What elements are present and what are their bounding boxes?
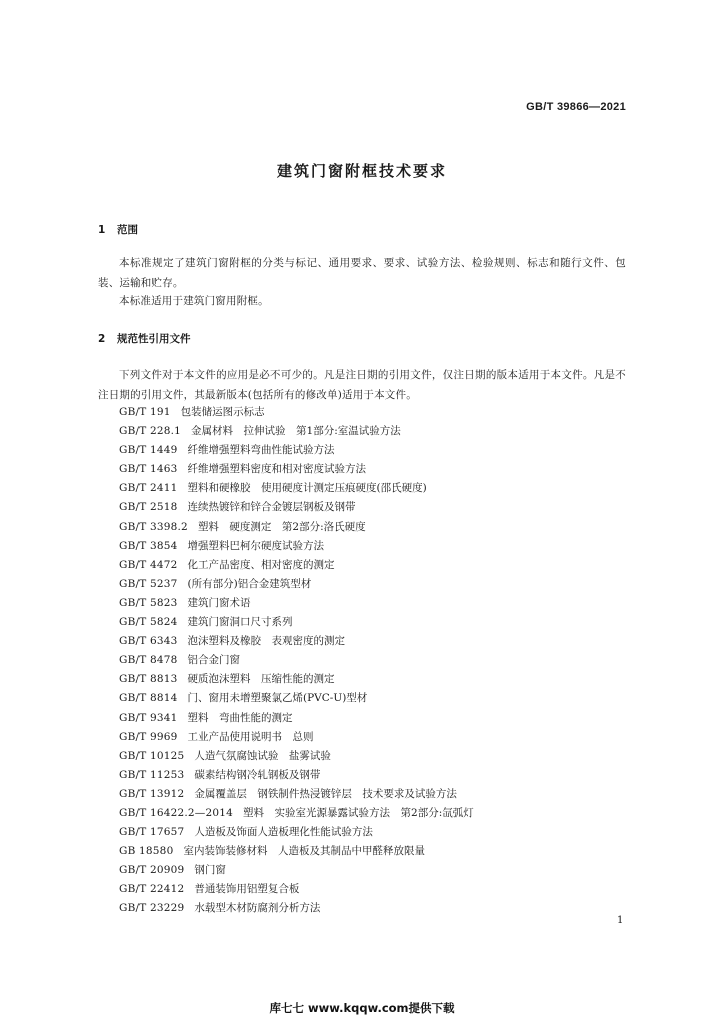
reference-item	[119, 537, 474, 556]
reference-code: GB/T 2518	[119, 501, 178, 514]
reference-title: 泡沫塑料及橡胶 表观密度的测定	[187, 635, 346, 648]
reference-item	[119, 518, 474, 537]
reference-code: GB/T 10125	[119, 749, 185, 762]
reference-title: 硬质泡沫塑料 压缩性能的测定	[187, 673, 335, 686]
section-1-paragraph-1: 本标准规定了建筑门窗附框的分类与标记、通用要求、要求、试验方法、检验规则、标志和随行文件、包装、运输和贮存。	[98, 257, 626, 289]
reference-title: 铝合金门窗	[187, 654, 241, 667]
section-number: 2	[98, 333, 106, 345]
reference-item	[119, 632, 474, 651]
reference-code: GB/T 16422.2—2014	[119, 806, 234, 819]
reference-item	[119, 785, 474, 804]
reference-title: 包装储运图示标志	[180, 406, 265, 418]
reference-item	[119, 575, 474, 594]
reference-code: GB/T 5824	[119, 616, 178, 629]
reference-code: GB/T 3398.2	[119, 520, 188, 533]
reference-item	[119, 460, 474, 479]
reference-code: GB/T 22412	[119, 883, 185, 896]
reference-title: 钢门窗	[194, 864, 226, 877]
reference-item	[119, 479, 474, 498]
reference-title: 塑料和硬橡胶 使用硬度计测定压痕硬度(邵氏硬度)	[187, 482, 427, 495]
reference-title: 工业产品使用说明书 总则	[187, 730, 314, 743]
reference-item	[119, 861, 474, 880]
reference-code: GB/T 1449	[119, 444, 178, 457]
reference-item	[119, 766, 474, 785]
reference-item	[119, 613, 474, 632]
reference-item	[119, 804, 474, 823]
reference-code: GB/T 5823	[119, 596, 178, 609]
download-watermark: 库七七 www.kqqw.com提供下载	[269, 1001, 455, 1015]
reference-title: 门、窗用未增塑聚氯乙烯(PVC-U)型材	[187, 692, 368, 705]
reference-item	[119, 842, 474, 861]
reference-title: 水载型木材防腐剂分析方法	[194, 902, 321, 915]
reference-code: GB/T 8813	[119, 673, 178, 686]
reference-code: GB/T 2411	[119, 482, 178, 495]
standard-code: GB/T 39866—2021	[526, 101, 626, 113]
section-number: 1	[98, 224, 106, 236]
reference-item	[119, 651, 474, 670]
reference-code: GB/T 6343	[119, 635, 178, 648]
reference-item	[119, 594, 474, 613]
reference-item	[119, 823, 474, 842]
reference-code: GB/T 4472	[119, 558, 178, 571]
section-2-heading	[98, 331, 191, 346]
reference-item	[119, 899, 474, 918]
reference-code: GB/T 11253	[119, 768, 185, 781]
reference-title: 塑料 弯曲性能的测定	[187, 711, 293, 724]
reference-title: 塑料 实验室光源暴露试验方法 第2部分:氙弧灯	[243, 806, 474, 819]
reference-item	[119, 422, 474, 441]
section-1-paragraph-2: 本标准适用于建筑门窗用附框。	[119, 295, 269, 307]
reference-item	[119, 403, 474, 422]
reference-title: 连续热镀锌和锌合金镀层钢板及钢带	[187, 501, 356, 514]
reference-title: 建筑门窗术语	[187, 596, 251, 609]
reference-code: GB 18580	[119, 845, 174, 858]
reference-code: GB/T 17657	[119, 826, 185, 839]
reference-item	[119, 498, 474, 517]
reference-code: GB/T 3854	[119, 539, 178, 552]
reference-item	[119, 880, 474, 899]
reference-title: 化工产品密度、相对密度的测定	[187, 558, 335, 571]
reference-title: (所有部分)铝合金建筑型材	[187, 577, 312, 590]
reference-code: GB/T 9341	[119, 711, 178, 724]
reference-title: 普通装饰用铝塑复合板	[194, 883, 300, 896]
section-title: 规范性引用文件	[117, 333, 191, 345]
reference-title: 纤维增强塑料密度和相对密度试验方法	[187, 463, 367, 476]
reference-title: 金属材料 拉伸试验 第1部分:室温试验方法	[191, 425, 401, 438]
reference-item	[119, 556, 474, 575]
reference-title: 纤维增强塑料弯曲性能试验方法	[187, 444, 335, 457]
reference-title: 室内装饰装修材料 人造板及其制品中甲醛释放限量	[183, 845, 425, 858]
reference-item	[119, 709, 474, 728]
reference-title: 金属覆盖层 钢铁制件热浸镀锌层 技术要求及试验方法	[194, 787, 457, 800]
reference-title: 人造板及饰面人造板理化性能试验方法	[194, 826, 373, 839]
reference-item	[119, 670, 474, 689]
reference-item	[119, 728, 474, 747]
reference-code: GB/T 8478	[119, 654, 178, 667]
reference-code: GB/T 8814	[119, 692, 178, 705]
reference-code: GB/T 9969	[119, 730, 178, 743]
reference-title: 碳素结构钢冷轧钢板及钢带	[194, 768, 321, 781]
reference-title: 塑料 硬度测定 第2部分:洛氏硬度	[197, 520, 366, 533]
reference-item	[119, 441, 474, 460]
reference-code: GB/T 20909	[119, 864, 185, 877]
reference-code: GB/T 228.1	[119, 425, 182, 438]
reference-item	[119, 747, 474, 766]
reference-code: GB/T 23229	[119, 902, 185, 915]
page-number: 1	[617, 915, 624, 926]
reference-code: GB/T 13912	[119, 787, 185, 800]
section-1-heading	[98, 222, 138, 237]
section-title: 范围	[117, 224, 138, 236]
reference-title: 增强塑料巴柯尔硬度试验方法	[187, 539, 325, 552]
reference-title: 建筑门窗洞口尺寸系列	[187, 616, 293, 629]
normative-references-list	[119, 403, 474, 919]
document-title: 建筑门窗附框技术要求	[276, 162, 447, 180]
reference-title: 人造气氛腐蚀试验 盐雾试验	[194, 749, 331, 762]
reference-code: GB/T 1463	[119, 463, 178, 476]
section-2-paragraph-1: 下列文件对于本文件的应用是必不可少的。凡是注日期的引用文件，仅注日期的版本适用于本文件。凡是不注日期的引用文件，其最新版本(包括所有的修改单)适用于本文件。	[98, 369, 626, 401]
reference-code: GB/T 5237	[119, 577, 178, 590]
reference-code: GB/T 191	[119, 406, 171, 418]
reference-item	[119, 689, 474, 708]
